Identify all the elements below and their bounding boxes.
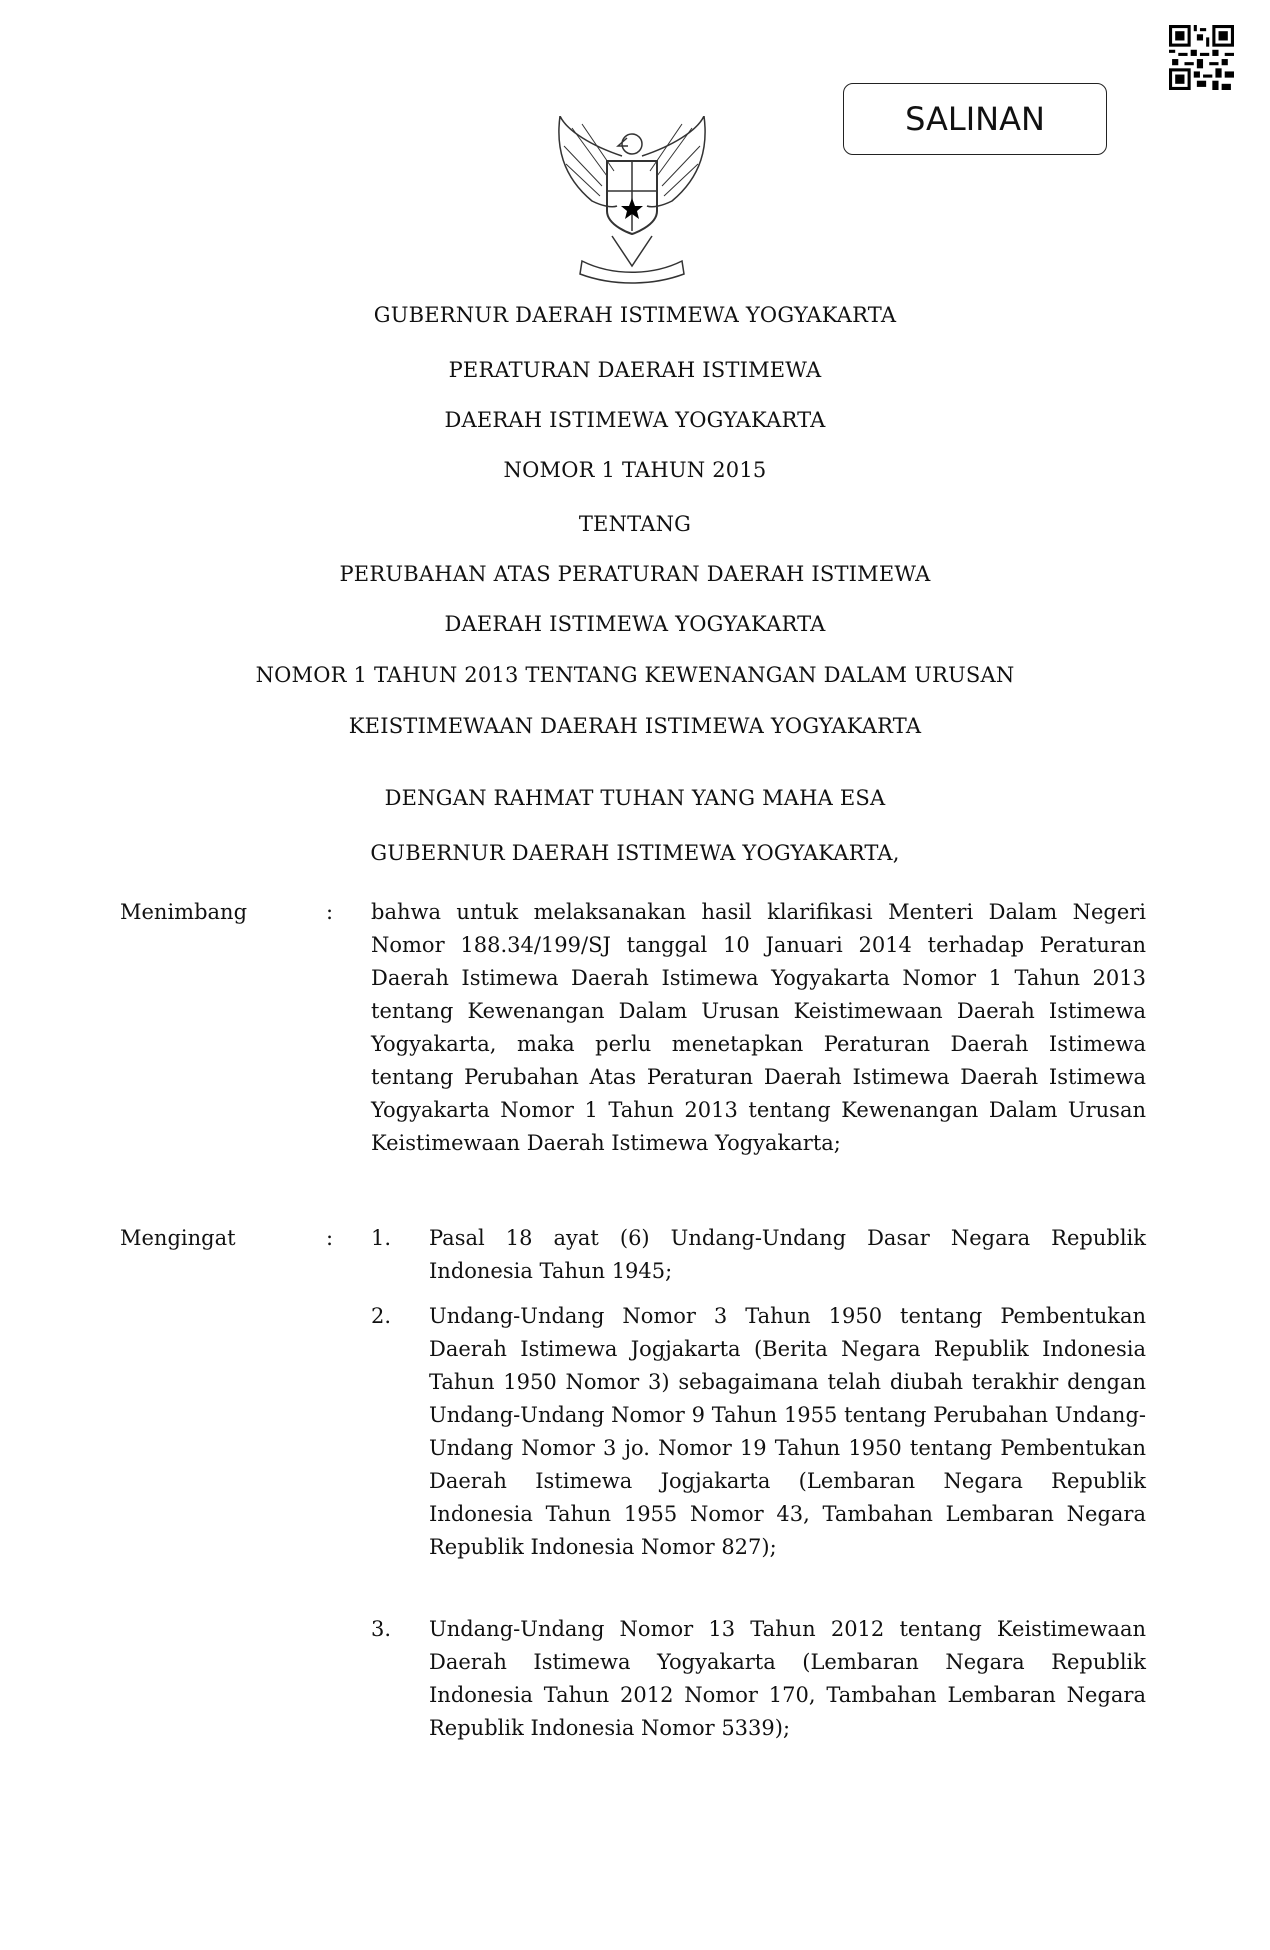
stamp-label: SALINAN [905, 100, 1045, 138]
title-line-4: KEISTIMEWAAN DAERAH ISTIMEWA YOGYAKARTA [348, 714, 922, 738]
list-item-text: Pasal 18 ayat (6) Undang-Undang Dasar Negara Republik Indonesia Tahun 1945; [429, 1226, 1146, 1283]
governor-heading: GUBERNUR DAERAH ISTIMEWA YOGYAKARTA [373, 303, 897, 327]
menimbang-label: Menimbang [120, 900, 248, 924]
list-item-number: 3. [371, 1617, 392, 1641]
mengingat-colon: : [326, 1226, 334, 1250]
salinan-stamp [843, 83, 1107, 155]
list-item-number: 2. [371, 1304, 392, 1328]
menimbang-colon: : [326, 900, 334, 924]
title-line-2: DAERAH ISTIMEWA YOGYAKARTA [444, 612, 826, 636]
garuda-emblem-icon [552, 116, 712, 288]
list-item-text: Undang-Undang Nomor 3 Tahun 1950 tentang Pembentukan Daerah Istimewa Jogjakarta (Berita Negara Republik Indonesia Tahun 1950 Nomor 3) sebagaimana telah diubah terakhir dengan Undang-Undang Nomor 9 Tahun 1955 tentang Perubahan Undang-Undang Nomor 3 jo. Nomor 19 Tahun 1950 tentang Pembentukan Daerah Istimewa Jogjakarta (Lembaran Negara Republik Indonesia Tahun 1955 Nomor 43, Tambahan Lembaran Negara Republik Indonesia Nomor 827); [429, 1304, 1146, 1559]
tentang-heading: TENTANG [578, 512, 692, 536]
regulation-region: DAERAH ISTIMEWA YOGYAKARTA [444, 408, 826, 432]
menimbang-text: bahwa untuk melaksanakan hasil klarifikasi Menteri Dalam Negeri Nomor 188.34/199/SJ tanggal 10 Januari 2014 terhadap Peraturan Daerah Istimewa Daerah Istimewa Yogyakarta Nomor 1 Tahun 2013 tentang Kewenangan Dalam Urusan Keistimewaan Daerah Istimewa Yogyakarta, maka perlu menetapkan Peraturan Daerah Istimewa tentang Perubahan Atas Peraturan Daerah Istimewa Daerah Istimewa Yogyakarta Nomor 1 Tahun 2013 tentang Kewenangan Dalam Urusan Keistimewaan Daerah Istimewa Yogyakarta; [371, 900, 1146, 1155]
regulation-number: NOMOR 1 TAHUN 2015 [503, 458, 767, 482]
list-item-text: Undang-Undang Nomor 13 Tahun 2012 tentang Keistimewaan Daerah Istimewa Yogyakarta (Lembaran Negara Republik Indonesia Tahun 2012 Nomor 170, Tambahan Lembaran Negara Republik Indonesia Nomor 5339); [429, 1617, 1146, 1740]
preamble-blessing: DENGAN RAHMAT TUHAN YANG MAHA ESA [384, 786, 886, 810]
list-item-number: 1. [371, 1226, 392, 1250]
qr-code-icon [1169, 25, 1234, 90]
regulation-type: PERATURAN DAERAH ISTIMEWA [448, 358, 822, 382]
preamble-governor: GUBERNUR DAERAH ISTIMEWA YOGYAKARTA, [370, 841, 900, 865]
title-line-1: PERUBAHAN ATAS PERATURAN DAERAH ISTIMEWA [339, 562, 931, 586]
mengingat-label: Mengingat [120, 1226, 236, 1250]
title-line-3: NOMOR 1 TAHUN 2013 TENTANG KEWENANGAN DALAM URUSAN [255, 663, 1015, 687]
